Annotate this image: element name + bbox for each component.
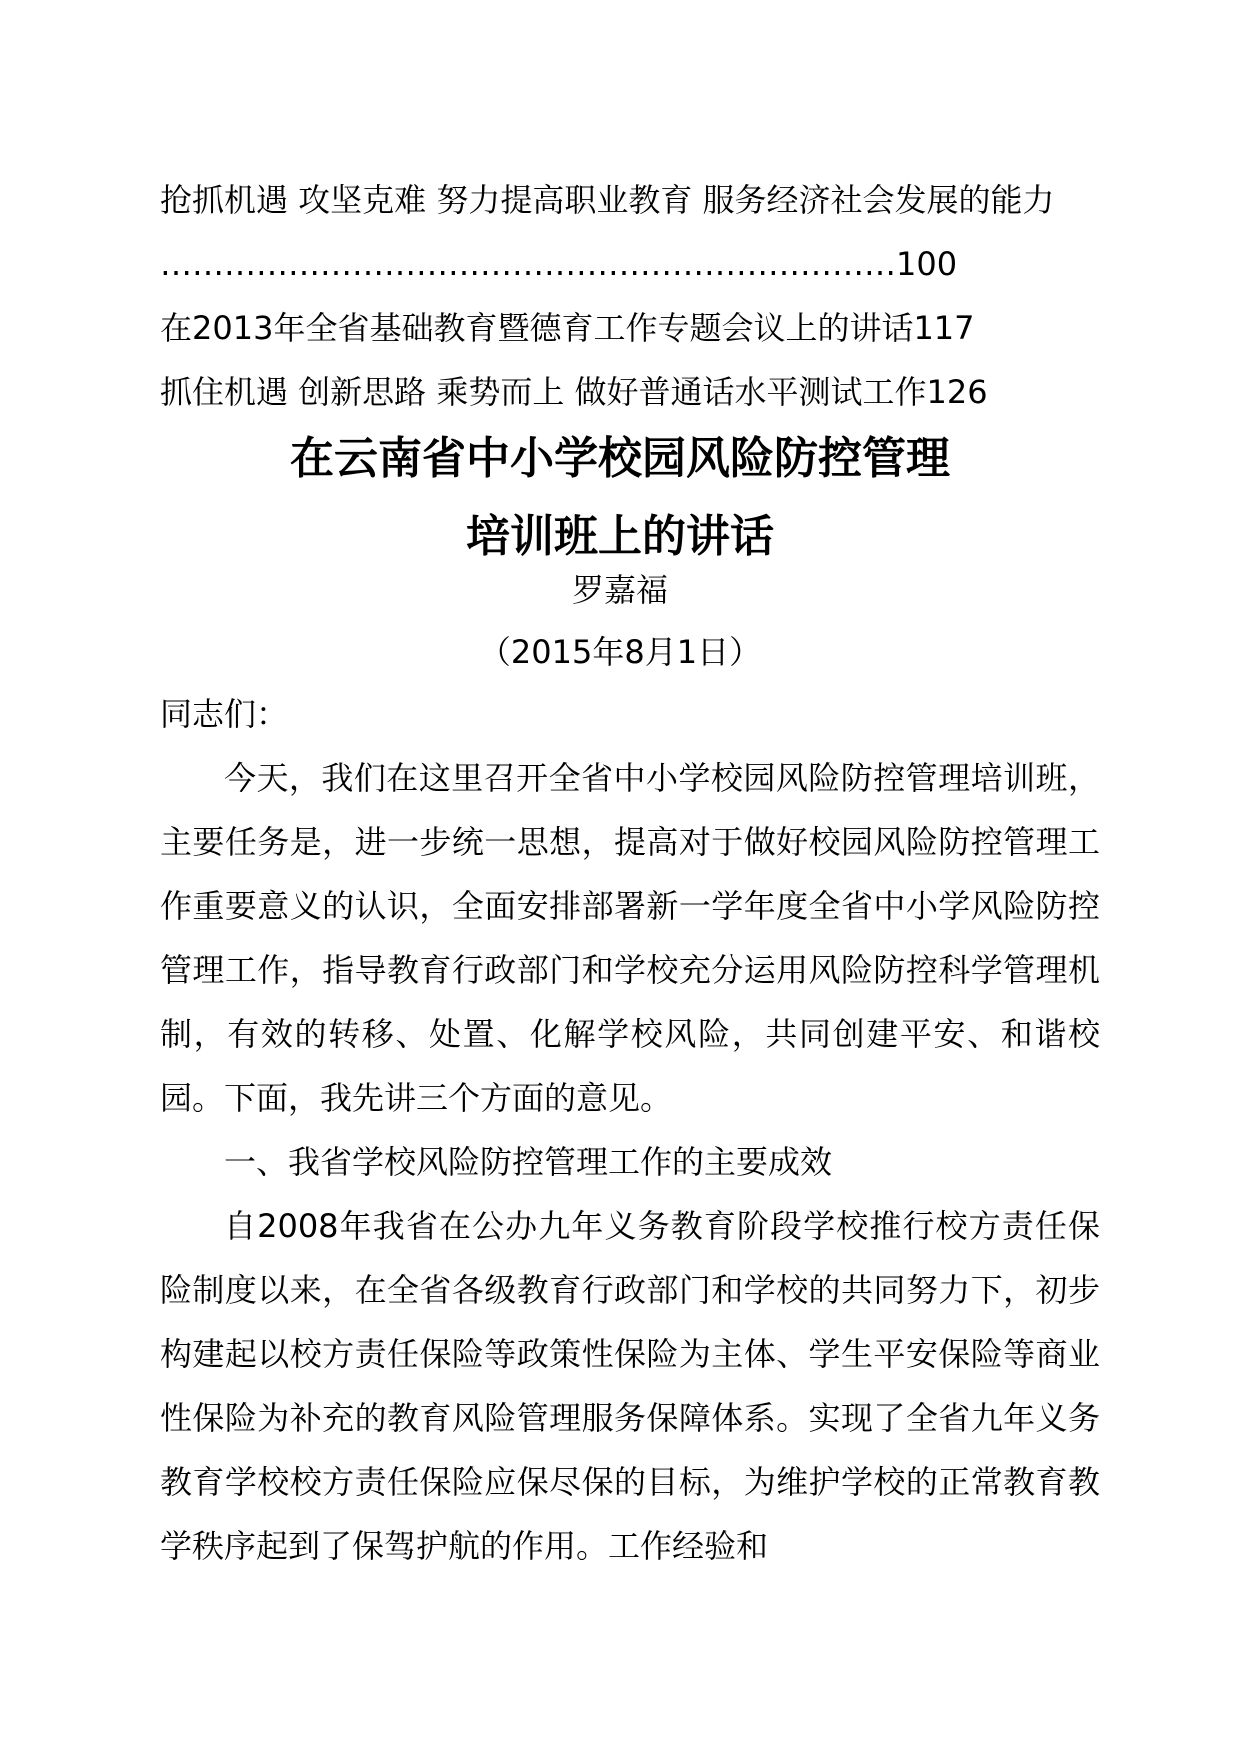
speech-body	[160, 682, 1100, 1578]
title-line-2: 培训班上的讲话	[466, 511, 774, 562]
toc-entry: 在2013年全省基础教育暨德育工作专题会议上的讲话117	[160, 309, 975, 347]
section-heading: 一、我省学校风险防控管理工作的主要成效	[224, 1143, 833, 1181]
speech-title	[0, 420, 1240, 576]
table-of-contents	[160, 168, 1100, 424]
speech-date: （2015年8月1日）	[478, 633, 762, 671]
toc-entry-leader: ……………………………………………………………100	[160, 245, 958, 283]
paragraph: 自2008年我省在公办九年义务教育阶段学校推行校方责任保险制度以来，在全省各级教育行政部门和学校的共同努力下，初步构建起以校方责任保险等政策性保险为主体、学生平安保险等商业性保险为补充的教育风险管理服务保障体系。实现了全省九年义务教育学校校方责任保险应保尽保的目标，为维护学校的正常教育教学秩序起到了保驾护航的作用。工作经验和	[160, 1207, 1100, 1565]
toc-entry: 抓住机遇 创新思路 乘势而上 做好普通话水平测试工作126	[160, 373, 988, 411]
title-line-1: 在云南省中小学校园风险防控管理	[290, 433, 950, 484]
paragraph: 今天，我们在这里召开全省中小学校园风险防控管理培训班，主要任务是，进一步统一思想，提高对于做好校园风险防控管理工作重要意义的认识，全面安排部署新一学年度全省中小学风险防控管理工作，指导教育行政部门和学校充分运用风险防控科学管理机制，有效的转移、处置、化解学校风险，共同创建平安、和谐校园。下面，我先讲三个方面的意见。	[160, 759, 1100, 1117]
salutation: 同志们：	[160, 695, 289, 733]
toc-entry-title: 抢抓机遇 攻坚克难 努力提高职业教育 服务经济社会发展的能力	[160, 181, 1055, 219]
author: 罗嘉福	[571, 571, 668, 609]
